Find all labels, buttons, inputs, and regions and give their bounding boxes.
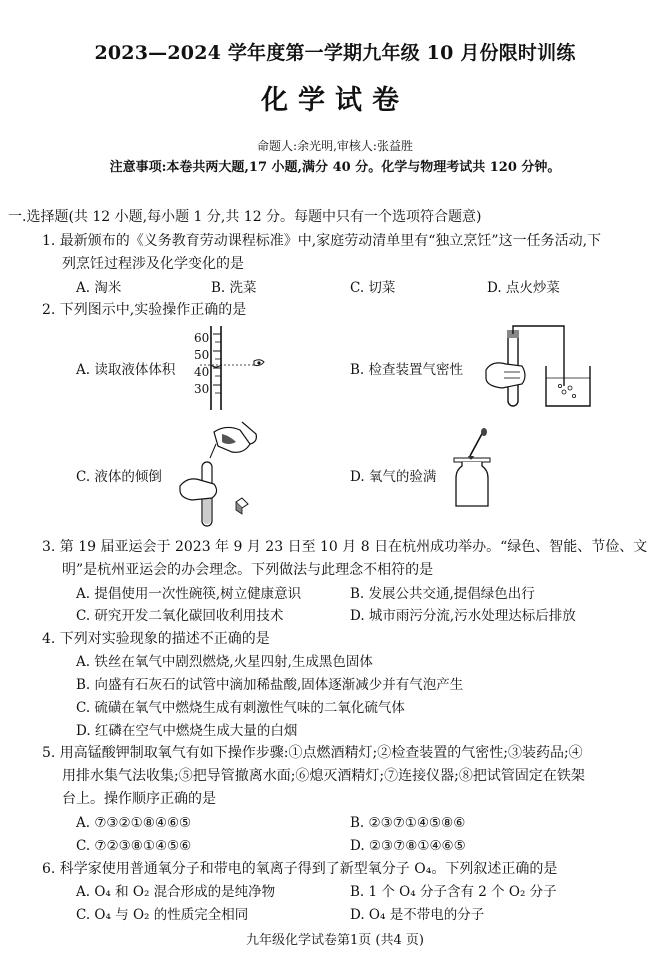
q1-option-c: C. 切菜: [350, 280, 396, 296]
q5-option-b: B. ②③⑦①④⑤⑧⑥: [350, 815, 466, 831]
q3-option-b: B. 发展公共交通,提倡绿色出行: [350, 586, 535, 602]
section-heading: 一.选择题(共 12 小题,每小题 1 分,共 12 分。每题中只有一个选项符合题意): [8, 209, 482, 225]
cylinder-tick-60: 60: [194, 331, 210, 345]
q1-option-a: A. 淘米: [76, 280, 122, 296]
q2-option-c: C. 液体的倾倒: [76, 469, 162, 485]
q4-option-d: D. 红磷在空气中燃烧生成大量的白烟: [76, 723, 298, 739]
airtightness-check-figure: [478, 326, 598, 412]
q1-line1: 1. 最新颁布的《义务教育劳动课程标准》中,家庭劳动清单里有“独立烹饪”这一任务活动,下: [42, 233, 602, 249]
q6-option-a: A. O₄ 和 O₂ 混合形成的是纯净物: [76, 884, 276, 900]
q2-stem: 2. 下列图示中,实验操作正确的是: [42, 302, 247, 318]
q5-option-c: C. ⑦②③⑧①④⑤⑥: [76, 838, 192, 854]
q2-option-b: B. 检查装置气密性: [350, 362, 464, 378]
authors-line: 命题人:余光明,审核人:张益胜: [257, 139, 413, 153]
page-footer: 九年级化学试卷第1页 (共4 页): [246, 933, 424, 948]
cylinder-tick-40: 40: [194, 365, 210, 379]
exam-title: 2023—2024 学年度第一学期九年级 10 月份限时训练: [94, 42, 576, 64]
q5-line1: 5. 用高锰酸钾制取氧气有如下操作步骤:①点燃酒精灯;②检查装置的气密性;③装药品;④: [42, 745, 583, 761]
pouring-liquid-figure: [178, 420, 268, 528]
cylinder-tick-30: 30: [194, 382, 210, 396]
q3-option-d: D. 城市雨污分流,污水处理达标后排放: [350, 608, 576, 624]
q6-option-d: D. O₄ 是不带电的分子: [350, 907, 485, 923]
q3-option-a: A. 提倡使用一次性碗筷,树立健康意识: [76, 586, 302, 602]
q4-stem: 4. 下列对实验现象的描述不正确的是: [42, 631, 270, 647]
q6-stem: 6. 科学家使用普通氧分子和带电的氧离子得到了新型氧分子 O₄。下列叙述正确的是: [42, 861, 558, 877]
oxygen-test-figure: [452, 430, 512, 510]
q5-line3: 台上。操作顺序正确的是: [62, 791, 216, 807]
q2-option-d: D. 氧气的验满: [350, 469, 437, 485]
cylinder-tick-50: 50: [194, 348, 210, 362]
subject-title: 化学试卷: [261, 85, 409, 116]
q1-option-d: D. 点火炒菜: [487, 280, 560, 296]
q6-option-b: B. 1 个 O₄ 分子含有 2 个 O₂ 分子: [350, 884, 557, 900]
q5-option-a: A. ⑦③②①⑧④⑥⑤: [76, 815, 192, 831]
q4-option-b: B. 向盛有石灰石的试管中滴加稀盐酸,固体逐渐减少并有气泡产生: [76, 677, 464, 693]
q1-line2: 列烹饪过程涉及化学变化的是: [62, 256, 244, 272]
q5-option-d: D. ②③⑦⑧①④⑥⑤: [350, 838, 466, 854]
q2-option-a: A. 读取液体体积: [76, 362, 176, 378]
q5-line2: 用排水集气法收集;⑤把导管撤离水面;⑥熄灭酒精灯;⑦连接仪器;⑧把试管固定在铁架: [62, 768, 585, 784]
q3-line1: 3. 第 19 届亚运会于 2023 年 9 月 23 日至 10 月 8 日在杭州成功举办。“绿色、智能、节俭、文: [42, 539, 648, 555]
q3-line2: 明”是杭州亚运会的办会理念。下列做法与此理念不相符的是: [62, 562, 434, 578]
q6-option-c: C. O₄ 与 O₂ 的性质完全相同: [76, 907, 249, 923]
notice-line: 注意事项:本卷共两大题,17 小题,满分 40 分。化学与物理考试共 120 分钟。: [109, 160, 561, 175]
q1-option-b: B. 洗菜: [211, 280, 257, 296]
q4-option-a: A. 铁丝在氧气中剧烈燃烧,火星四射,生成黑色固体: [76, 654, 373, 670]
q4-option-c: C. 硫磺在氧气中燃烧生成有刺激性气味的二氧化硫气体: [76, 700, 405, 716]
q3-option-c: C. 研究开发二氧化碳回收利用技术: [76, 608, 284, 624]
